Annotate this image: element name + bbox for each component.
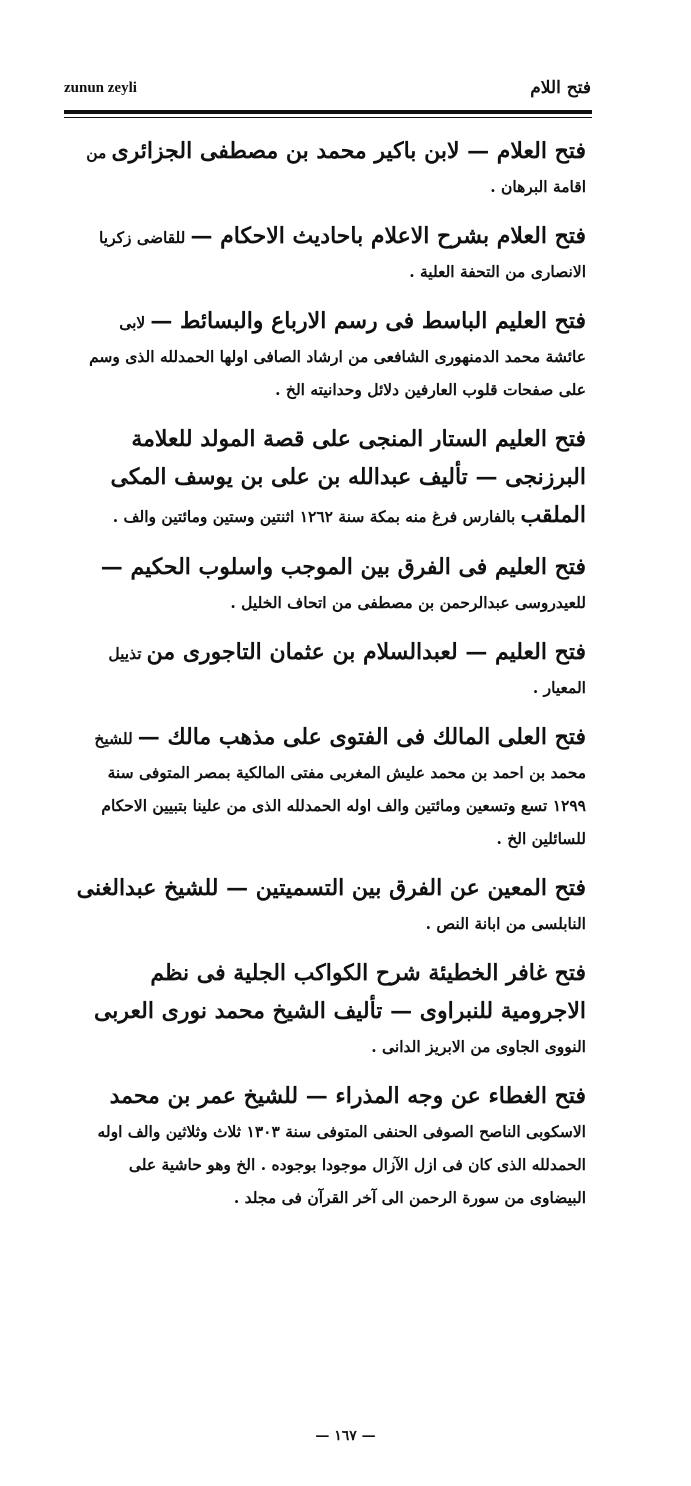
entry-title: فتح العليم الباسط فى رسم الارباع والبسائط — (150, 308, 586, 334)
running-header-latin: zunun zeyli (64, 80, 137, 96)
header-rule-thick (64, 110, 592, 114)
entry (76, 132, 586, 203)
entry (76, 718, 586, 855)
entry-body: للقاضى زكريا الانصارى من التحفة العلية . (99, 228, 586, 281)
entry-title: فتح المعين عن الفرق بين التسميتين — للشيخ عبدالغنى (76, 875, 586, 901)
entry (76, 302, 586, 406)
entry-body: للعيدروسى عبدالرحمن بن مصطفى من اتحاف الخليل . (230, 593, 586, 612)
entry-title: فتح العلام — لابن باكير محمد بن مصطفى الجزائرى (111, 138, 586, 164)
entry (76, 1077, 586, 1214)
entry-body: الاسكوبى الناصح الصوفى الحنفى المتوفى سنة ١٣٠٣ ثلاث وثلاثين والف اوله الحمدلله الذى كان فى ازل الآزال موجودا بوجوده . الخ وهو حاشية على البيضاوى من سورة الرحمن الى آخر القرآن فى مجلد . (97, 1122, 586, 1207)
entry (76, 217, 586, 288)
entry-body: لابى عائشة محمد الدمنهورى الشافعى من ارشاد الصافى اولها الحمدلله الذى وسم على صفحات قلوب العارفين دلائل وحدانيته الخ . (89, 313, 586, 399)
entry (76, 869, 586, 940)
entry (76, 954, 586, 1063)
entry-title: فتح الغطاء عن وجه المذراء — للشيخ عمر بن محمد (109, 1083, 586, 1109)
entry-body: النووى الجاوى من الابريز الدانى . (371, 1037, 586, 1056)
header-rule-thin (64, 117, 592, 118)
entry-title: فتح غافر الخطيئة شرح الكواكب الجلية فى نظم الاجرومية للنبراوى — تأليف الشيخ محمد نورى العربى (93, 960, 586, 1024)
entry (76, 633, 586, 704)
entry-body: من اقامة البرهان . (86, 143, 586, 196)
running-header-arabic: فتح اللام (530, 78, 591, 98)
entry-title: فتح العليم الستار المنجى على قصة المولد للعلامة البرزنجى — تأليف عبدالله بن على بن يوسف المكى الملقب (110, 426, 586, 528)
entry-title: فتح العليم فى الفرق بين الموجب واسلوب الحكيم — (100, 554, 586, 580)
entry-title: فتح العلام بشرح الاعلام باحاديث الاحكام — (190, 223, 586, 249)
entry (76, 548, 586, 619)
entry-body: بالفارس فرغ منه بمكة سنة ١٢٦٢ اثنتين وستين ومائتين والف . (112, 507, 516, 526)
entry-body: تذييل المعيار . (108, 644, 586, 697)
entry-list (76, 132, 586, 1228)
entry-body: النابلسى من ابانة النص . (425, 914, 586, 933)
page-number: — ١٦٧ — (315, 1428, 376, 1444)
entry-title: فتح العليم — لعبدالسلام بن عثمان التاجورى من (146, 639, 586, 665)
entry-body: للشيخ محمد بن احمد بن محمد عليش المغربى مفتى المالكية بمصر المتوفى سنة ١٢٩٩ تسع وتسعين ومائتين والف اوله الحمدلله الذى من علينا بتبيين الاحكام للسائلين الخ . (94, 729, 586, 848)
entry-title: فتح العلى المالك فى الفتوى على مذهب مالك — (137, 724, 586, 750)
entry (76, 420, 586, 534)
